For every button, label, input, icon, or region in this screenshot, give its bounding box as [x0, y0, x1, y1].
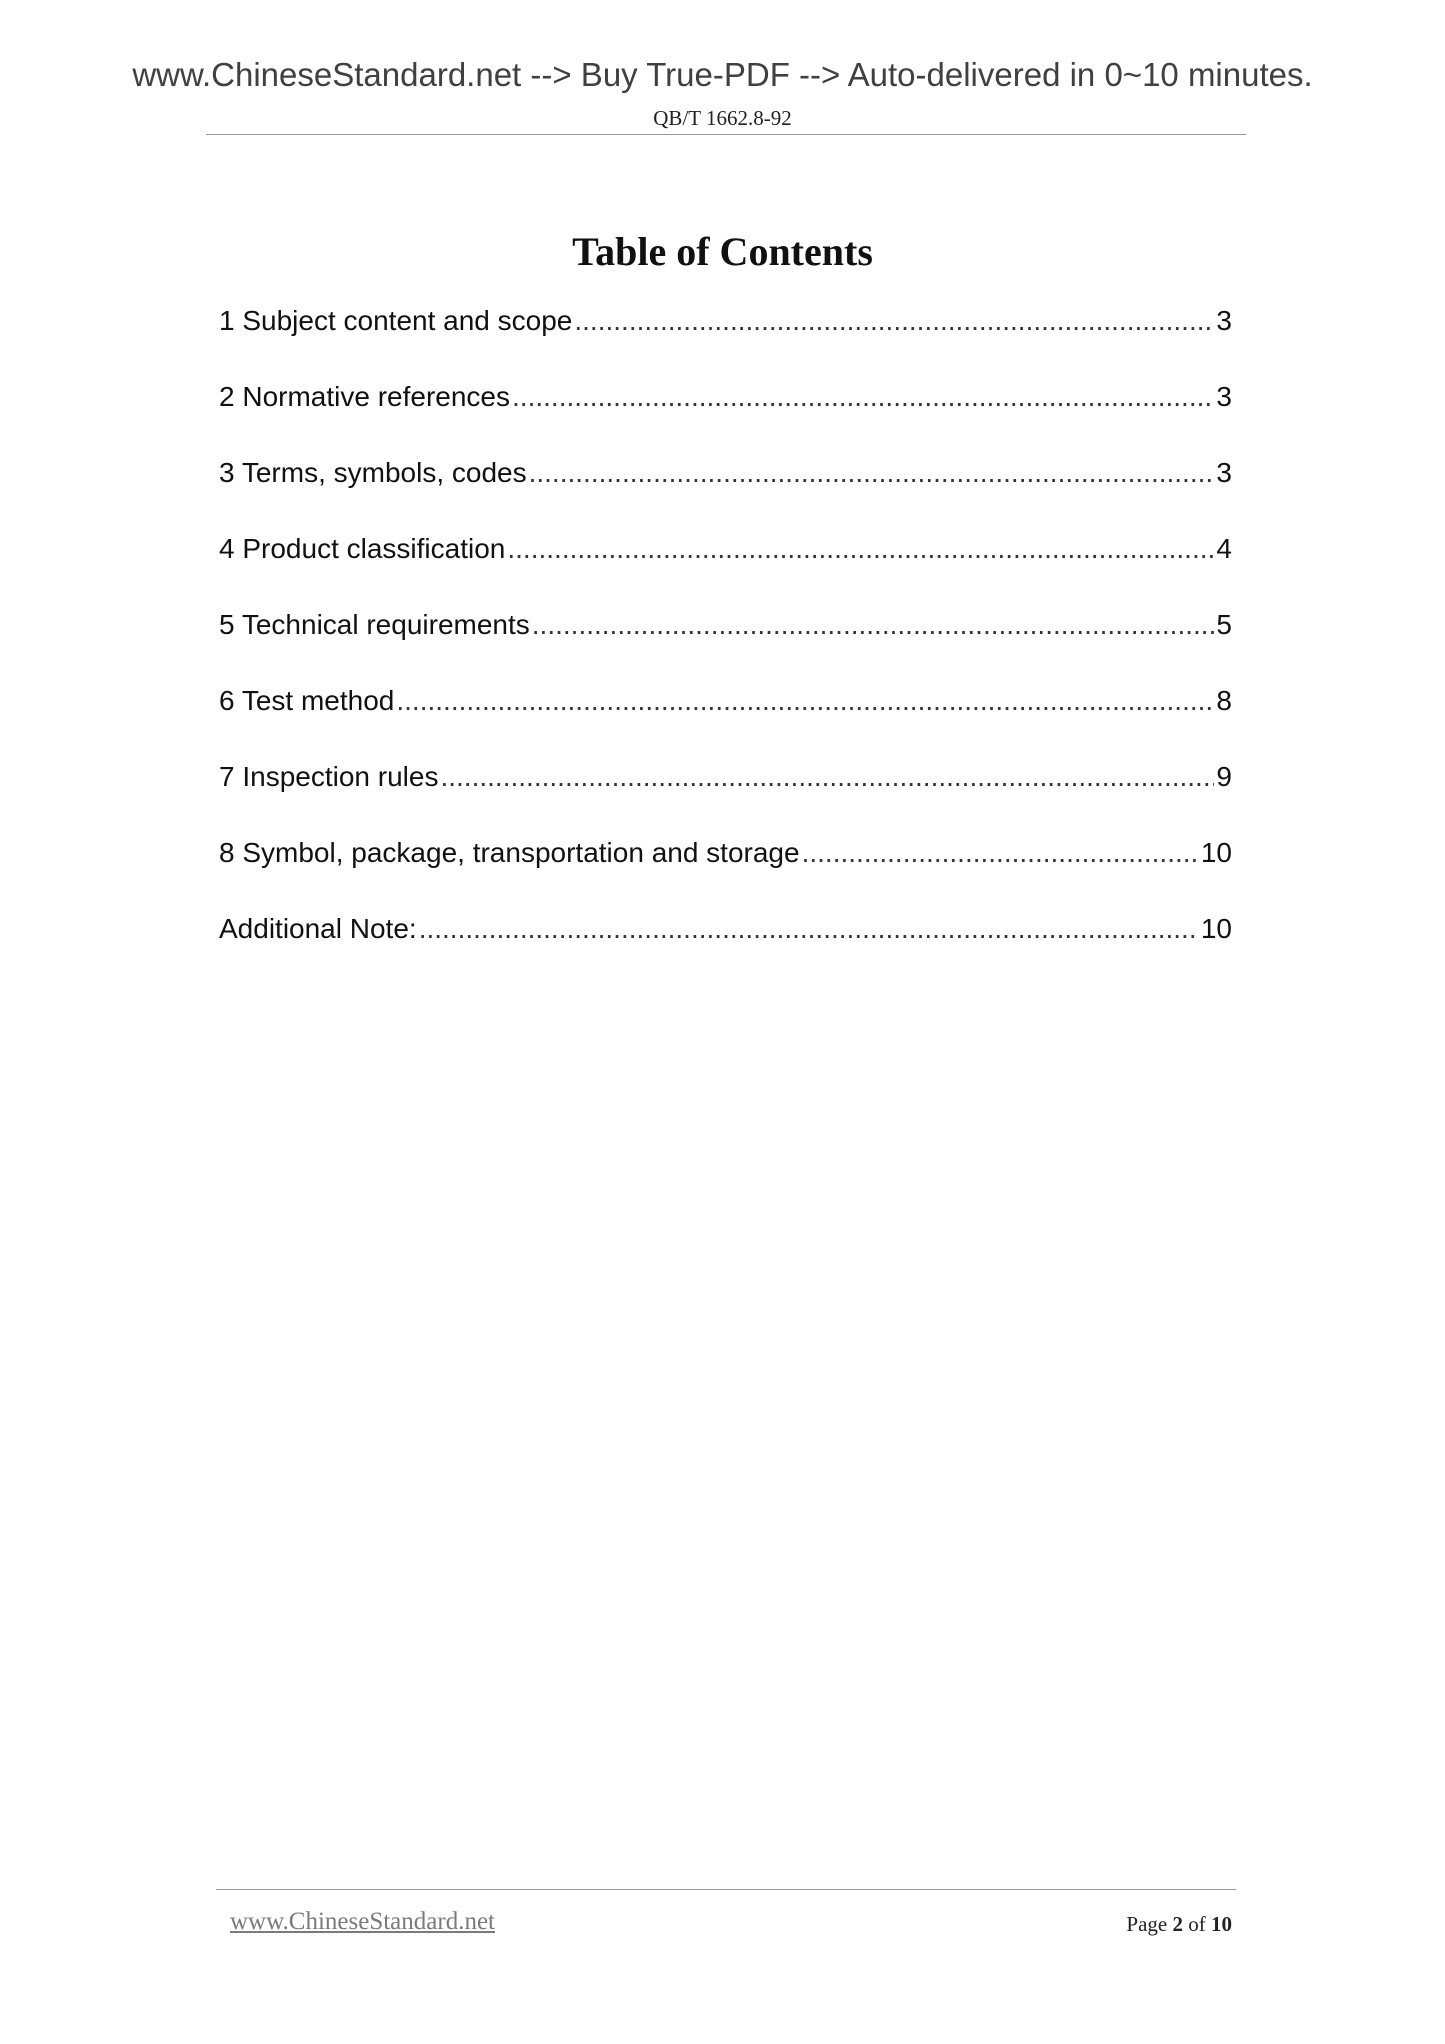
toc-dot-leader	[574, 305, 1214, 337]
table-of-contents	[219, 305, 1232, 989]
toc-title: Table of Contents	[572, 229, 873, 274]
toc-entry-label: 6 Test method	[219, 685, 395, 716]
toc-entry-terms-symbols-codes[interactable]	[219, 457, 1232, 533]
footer-website-link[interactable]: www.ChineseStandard.net	[230, 1908, 495, 1935]
toc-entry-inspection-rules[interactable]	[219, 761, 1232, 837]
toc-dot-leader	[419, 913, 1199, 945]
toc-entry-subject-content-and-scope[interactable]	[219, 305, 1232, 381]
toc-entry-page: 10	[1200, 913, 1232, 944]
toc-entry-normative-references[interactable]	[219, 381, 1232, 457]
toc-entry-label: 1 Subject content and scope	[219, 305, 573, 336]
toc-entry-page: 8	[1216, 685, 1232, 716]
toc-dot-leader	[802, 837, 1199, 869]
footer-page-number	[1000, 1912, 1232, 1937]
toc-dot-leader	[512, 381, 1214, 413]
toc-entry-label: 7 Inspection rules	[219, 761, 439, 792]
page-of: of	[1188, 1912, 1206, 1936]
toc-entry-page: 3	[1216, 305, 1232, 336]
footer-divider	[216, 1889, 1236, 1890]
toc-entry-label: 3 Terms, symbols, codes	[219, 457, 527, 488]
page-total: 10	[1211, 1912, 1232, 1936]
toc-dot-leader	[532, 609, 1215, 641]
toc-entry-symbol-package-transportation-storage[interactable]	[219, 837, 1232, 913]
toc-entry-product-classification[interactable]	[219, 533, 1232, 609]
header-divider	[206, 134, 1246, 135]
page-prefix: Page	[1126, 1912, 1168, 1936]
document-code: QB/T 1662.8-92	[653, 106, 792, 130]
toc-entry-page: 3	[1216, 381, 1232, 412]
toc-dot-leader	[507, 533, 1214, 565]
toc-entry-test-method[interactable]	[219, 685, 1232, 761]
toc-entry-page: 9	[1216, 761, 1232, 792]
page-current: 2	[1172, 1912, 1183, 1936]
toc-dot-leader	[529, 457, 1215, 489]
toc-entry-additional-note[interactable]	[219, 913, 1232, 989]
toc-entry-page: 4	[1216, 533, 1232, 564]
toc-dot-leader	[440, 761, 1214, 793]
toc-entry-page: 3	[1216, 457, 1232, 488]
toc-entry-label: 5 Technical requirements	[219, 609, 530, 640]
toc-entry-page: 10	[1200, 837, 1232, 868]
toc-entry-label: 8 Symbol, package, transportation and storage	[219, 837, 800, 868]
toc-entry-page: 5	[1216, 609, 1232, 640]
toc-dot-leader	[396, 685, 1214, 717]
toc-entry-label: 2 Normative references	[219, 381, 511, 412]
header-banner: www.ChineseStandard.net --> Buy True-PDF --> Auto-delivered in 0~10 minutes.	[132, 56, 1313, 93]
toc-entry-technical-requirements[interactable]	[219, 609, 1232, 685]
toc-entry-label: Additional Note:	[219, 913, 417, 944]
toc-entry-label: 4 Product classification	[219, 533, 506, 564]
